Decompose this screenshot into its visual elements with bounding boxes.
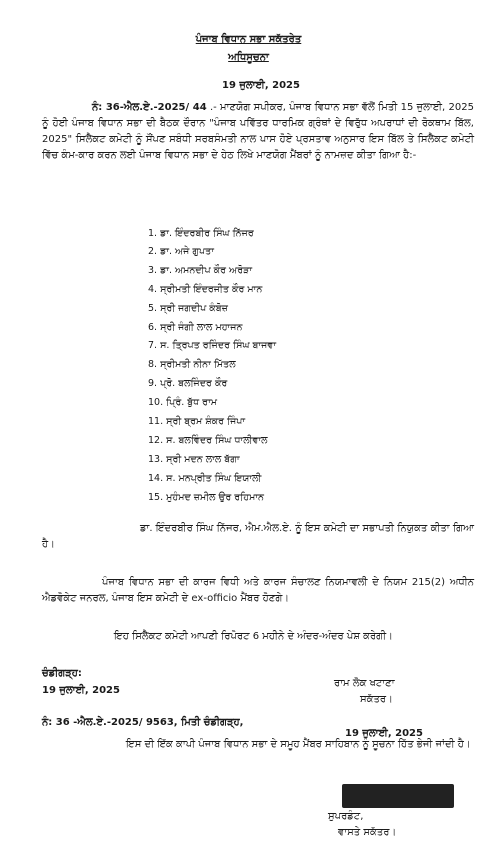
- signatory-name: ਰਾਮ ਲੋਕ ਖਟਾਣਾ: [334, 678, 395, 689]
- member-item: 13. ਸ੍ਰੀ ਮਦਨ ਲਾਲ ਬੱਗਾ: [148, 454, 240, 465]
- member-item: 9. ਪ੍ਰੋ. ਬਲਜਿੰਦਰ ਕੌਰ: [148, 378, 228, 389]
- member-item: 4. ਸ੍ਰੀਮਤੀ ਇੰਦਰਜੀਤ ਕੌਰ ਮਾਨ: [148, 284, 263, 295]
- member-item: 6. ਸ੍ਰੀ ਜੰਗੀ ਲਾਲ ਮਹਾਜਨ: [148, 322, 243, 333]
- redacted-signature: [342, 784, 454, 808]
- member-item: 3. ਡਾ. ਅਮਨਦੀਪ ਕੌਰ ਅਰੋੜਾ: [148, 265, 253, 276]
- member-item: 14. ਸ. ਮਨਪ੍ਰੀਤ ਸਿੰਘ ਇਯਾਲੀ: [148, 473, 262, 484]
- superintendent-for: ਵਾਸਤੇ ਸਕੱਤਰ।: [338, 827, 397, 838]
- office-title: ਪੰਜਾਬ ਵਿਧਾਨ ਸਭਾ ਸਕੱਤਰੇਤ: [195, 34, 302, 45]
- superintendent-title: ਸੁਪਰਡੰਟ,: [328, 811, 364, 822]
- rule-paragraph: ਪੰਜਾਬ ਵਿਧਾਨ ਸਭਾ ਦੀ ਕਾਰਜ ਵਿਧੀ ਅਤੇ ਕਾਰਜ ਸੰਚਾਲਣ ਨਿਯਮਾਵਲੀ ਦੇ ਨਿਯਮ 215(2) ਅਧੀਨ ਐਡਵੋਕੇਟ ਜਨਰਲ, ਪੰਜਾਬ ਇਸ ਕਮੇਟੀ ਦੇ ex-officio ਮੈਂਬਰ ਹੋਣਗੇ।: [42, 577, 474, 604]
- member-item: 8. ਸ੍ਰੀਮਤੀ ਨੀਨਾ ਮਿੱਤਲ: [148, 359, 236, 370]
- intro-paragraph: [42, 100, 474, 164]
- report-sentence: ਇਹ ਸਿਲੈਕਟ ਕਮੇਟੀ ਆਪਣੀ ਰਿਪੋਰਟ 6 ਮਹੀਨੇ ਦੇ ਅੰਦਰ-ਅੰਦਰ ਪੇਸ਼ ਕਰੇਗੀ।: [114, 631, 393, 642]
- notification-date: 19 ਜੁਲਾਈ, 2025: [222, 80, 300, 91]
- intro-number: ਨੰ: 36-ਐਲ.ਏ.-2025/ 44: [92, 102, 207, 113]
- member-item: 10. ਪ੍ਰਿੰ. ਬੁੱਧ ਰਾਮ: [148, 397, 218, 408]
- member-item: 15. ਮੁਹੰਮਦ ਜ਼ਮੀਲ ਉਰ ਰਹਿਮਾਨ: [148, 492, 264, 503]
- copy-number: ਨੰ: 36 -ਐਲ.ਏ.-2025/ 9563, ਮਿਤੀ ਚੰਡੀਗੜ੍ਹ,: [42, 717, 244, 728]
- member-item: 7. ਸ. ਤ੍ਰਿਪਤ ਰਜਿੰਦਰ ਸਿੰਘ ਬਾਜਵਾ: [148, 340, 277, 351]
- member-item: 1. ਡਾ. ਇੰਦਰਬੀਰ ਸਿੰਘ ਨਿੱਜਰ: [148, 228, 254, 239]
- member-item: 11. ਸ੍ਰੀ ਬ੍ਰਮ ਸ਼ੰਕਰ ਜਿੰਪਾ: [148, 416, 246, 427]
- place-date: 19 ਜੁਲਾਈ, 2025: [42, 685, 120, 696]
- member-item: 12. ਸ. ਬਲਵਿੰਦਰ ਸਿੰਘ ਧਾਲੀਵਾਲ: [148, 435, 268, 446]
- member-item: 2. ਡਾ. ਅਜੇ ਗੁਪਤਾ: [148, 246, 214, 257]
- copy-date: 19 ਜੁਲਾਈ, 2025: [345, 728, 423, 739]
- place-label: ਚੰਡੀਗੜ੍ਹ:: [42, 668, 82, 679]
- copy-paragraph: ਇਸ ਦੀ ਇੱਕ ਕਾਪੀ ਪੰਜਾਬ ਵਿਧਾਨ ਸਭਾ ਦੇ ਸਮੂਹ ਮੈਂਬਰ ਸਾਹਿਬਾਨ ਨੂੰ ਸੂਚਨਾ ਹਿੱਤ ਭੇਜੀ ਜਾਂਦੀ ਹੈ।: [126, 739, 471, 750]
- member-item: 5. ਸ੍ਰੀ ਜਗਦੀਪ ਕੰਬੋਜ਼: [148, 303, 228, 314]
- notification-title: ਅਧਿਸੂਚਨਾ: [228, 52, 269, 63]
- chairman-paragraph: ਡਾ. ਇੰਦਰਬੀਰ ਸਿੰਘ ਨਿੱਜਰ, ਐਮ.ਐਲ.ਏ. ਨੂੰ ਇਸ ਕਮੇਟੀ ਦਾ ਸਭਾਪਤੀ ਨਿਯੁਕਤ ਕੀਤਾ ਗਿਆ ਹੈ।: [42, 523, 474, 550]
- intro-text: .- ਮਾਣਯੋਗ ਸਪੀਕਰ, ਪੰਜਾਬ ਵਿਧਾਨ ਸਭਾ ਵੱਲੋਂ ਮਿਤੀ 15 ਜੁਲਾਈ, 2025 ਨੂੰ ਹੋਈ ਪੰਜਾਬ ਵਿਧਾਨ ਸਭਾ ਦੀ ਬੈਠਕ ਦੌਰਾਨ "ਪੰਜਾਬ ਪਵਿੱਤਰ ਧਾਰਮਿਕ ਗ੍ਰੰਥਾਂ ਦੇ ਵਿਰੁੱਧ ਅਪਰਾਧਾਂ ਦੀ ਰੋਕਥਾਮ ਬਿੱਲ, 2025" ਸਿਲੈਕਟ ਕਮੇਟੀ ਨੂੰ ਸੌਂਪਣ ਸਬੰਧੀ ਸਰਬਸੰਮਤੀ ਨਾਲ ਪਾਸ ਹੋਏ ਪ੍ਰਸਤਾਵ ਅਨੁਸਾਰ ਇਸ ਬਿੱਲ ਤੇ ਸਿਲੈਕਟ ਕਮੇਟੀ ਵਿੱਚ ਕੰਮ-ਕਾਰ ਕਰਨ ਲਈ ਪੰਜਾਬ ਵਿਧਾਨ ਸਭਾ ਦੇ ਹੇਠ ਲਿਖੇ ਮਾਣਯੋਗ ਮੈਂਬਰਾਂ ਨੂੰ ਨਾਮਜ਼ਦ ਕੀਤਾ ਗਿਆ ਹੈ:-: [42, 102, 474, 161]
- signatory-designation: ਸਕੱਤਰ।: [360, 694, 393, 705]
